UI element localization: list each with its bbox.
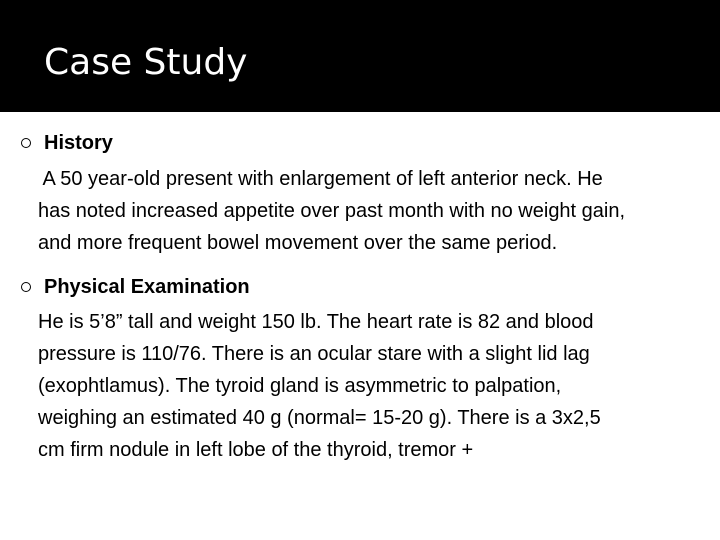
exam-line-1: He is 5’8” tall and weight 150 lb. The heart rate is 82 and blood bbox=[38, 311, 594, 333]
slide-title: Case Study bbox=[44, 42, 248, 83]
exam-line-3: (exophtlamus). The tyroid gland is asymmetric to palpation, bbox=[38, 375, 562, 397]
history-line-3: and more frequent bowel movement over the same period. bbox=[38, 232, 558, 254]
circle-bullet-icon bbox=[21, 282, 31, 292]
history-paragraph bbox=[38, 163, 718, 259]
exam-line-2: pressure is 110/76. There is an ocular stare with a slight lid lag bbox=[38, 343, 590, 365]
history-line-2: has noted increased appetite over past month with no weight gain, bbox=[38, 200, 626, 222]
section-heading-history: History bbox=[44, 132, 113, 154]
title-bar bbox=[0, 0, 720, 112]
exam-line-4: weighing an estimated 40 g (normal= 15-20 g). There is a 3x2,5 bbox=[38, 407, 601, 429]
physical-examination-paragraph bbox=[38, 306, 718, 466]
circle-bullet-icon bbox=[21, 138, 31, 148]
exam-line-5: cm firm nodule in left lobe of the thyroid, tremor + bbox=[38, 439, 474, 461]
history-line-1: A 50 year-old present with enlargement of left anterior neck. He bbox=[38, 168, 603, 190]
section-heading-physical-examination: Physical Examination bbox=[44, 276, 250, 298]
